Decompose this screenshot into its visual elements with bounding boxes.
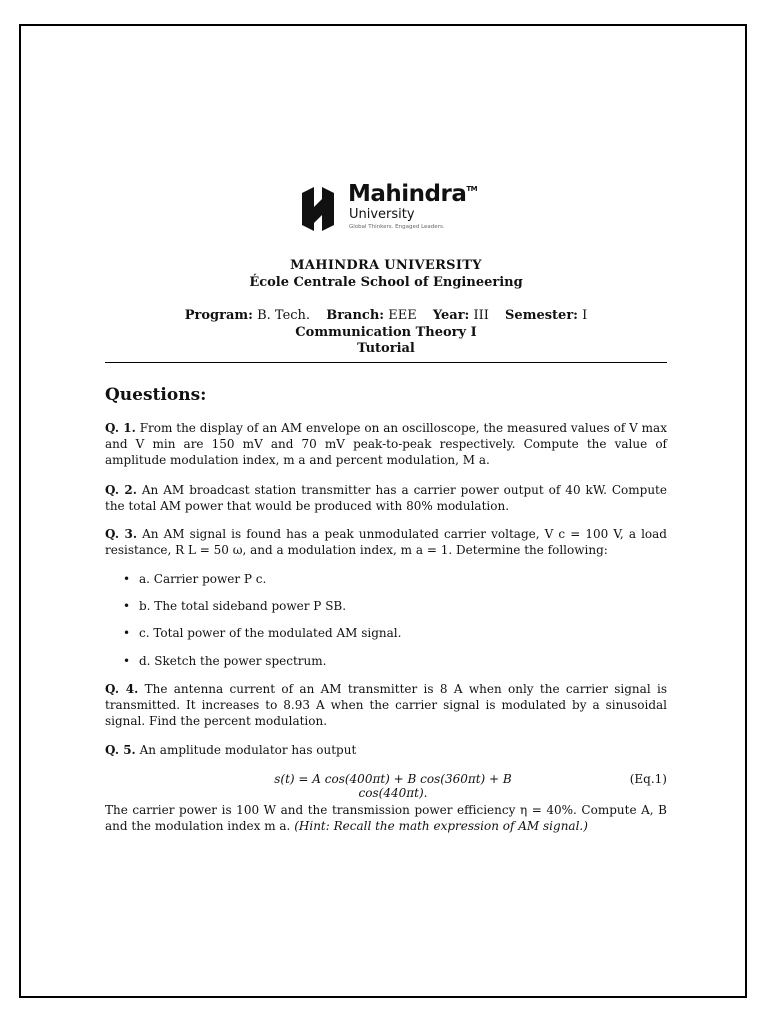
equation: s(t) = A cos(400πt) + B cos(360πt) + B cos(440πt).	[274, 772, 512, 800]
program-line: Program: B. Tech. Branch: EEE Year: III Semester: I	[184, 308, 588, 323]
question-3: Q. 3. An AM signal is found has a peak unmodulated carrier voltage, V c = 100 V, a load resistance, R L = 50 ω, and a modulation index, m a = 1. Determine the following:	[105, 527, 667, 557]
logo-tagline: Global Thinkers. Engaged Leaders.	[349, 224, 445, 230]
logo-wordmark: Mahindra™	[348, 181, 478, 207]
question-1: Q. 1. From the display of an AM envelope on an oscilloscope, the measured values of V max and V min are 150 mV and 70 mV peak-to-peak respectively. Compute the value of amplitude modulation index, m a and percent modulation, M a.	[105, 421, 667, 467]
question-4: Q. 4. The antenna current of an AM transmitter is 8 A when only the carrier signal is transmitted. It increases to 8.93 A when the carrier signal is modulated by a sinusoidal signal. Find the percent modulation.	[105, 682, 667, 728]
question-5: Q. 5. An amplitude modulator has output	[105, 743, 357, 757]
question-5-body: The carrier power is 100 W and the transmission power efficiency η = 40%. Compute A, B and the modulation index m a. (Hint: Recall the math expression of AM signal.)	[105, 803, 667, 833]
logo-university: University	[349, 207, 415, 222]
list-item: • c. Total power of the modulated AM signal.	[123, 626, 402, 640]
course-title: Communication Theory I	[295, 325, 477, 340]
list-item: • d. Sketch the power spectrum.	[123, 654, 327, 668]
school-name: École Centrale School of Engineering	[249, 275, 523, 290]
question-2: Q. 2. An AM broadcast station transmitter has a carrier power output of 40 kW. Compute the total AM power that would be produced with 80% modulation.	[105, 483, 667, 513]
tutorial-title: Tutorial	[357, 341, 415, 356]
equation-tag: (Eq.1)	[629, 772, 667, 786]
university-logo	[298, 183, 478, 235]
university-name: MAHINDRA UNIVERSITY	[290, 258, 482, 273]
list-item: • a. Carrier power P c.	[123, 572, 267, 586]
mahindra-logo-icon	[300, 185, 342, 233]
section-title: Questions:	[105, 385, 207, 405]
list-item: • b. The total sideband power P SB.	[123, 599, 347, 613]
header-divider	[105, 362, 667, 363]
